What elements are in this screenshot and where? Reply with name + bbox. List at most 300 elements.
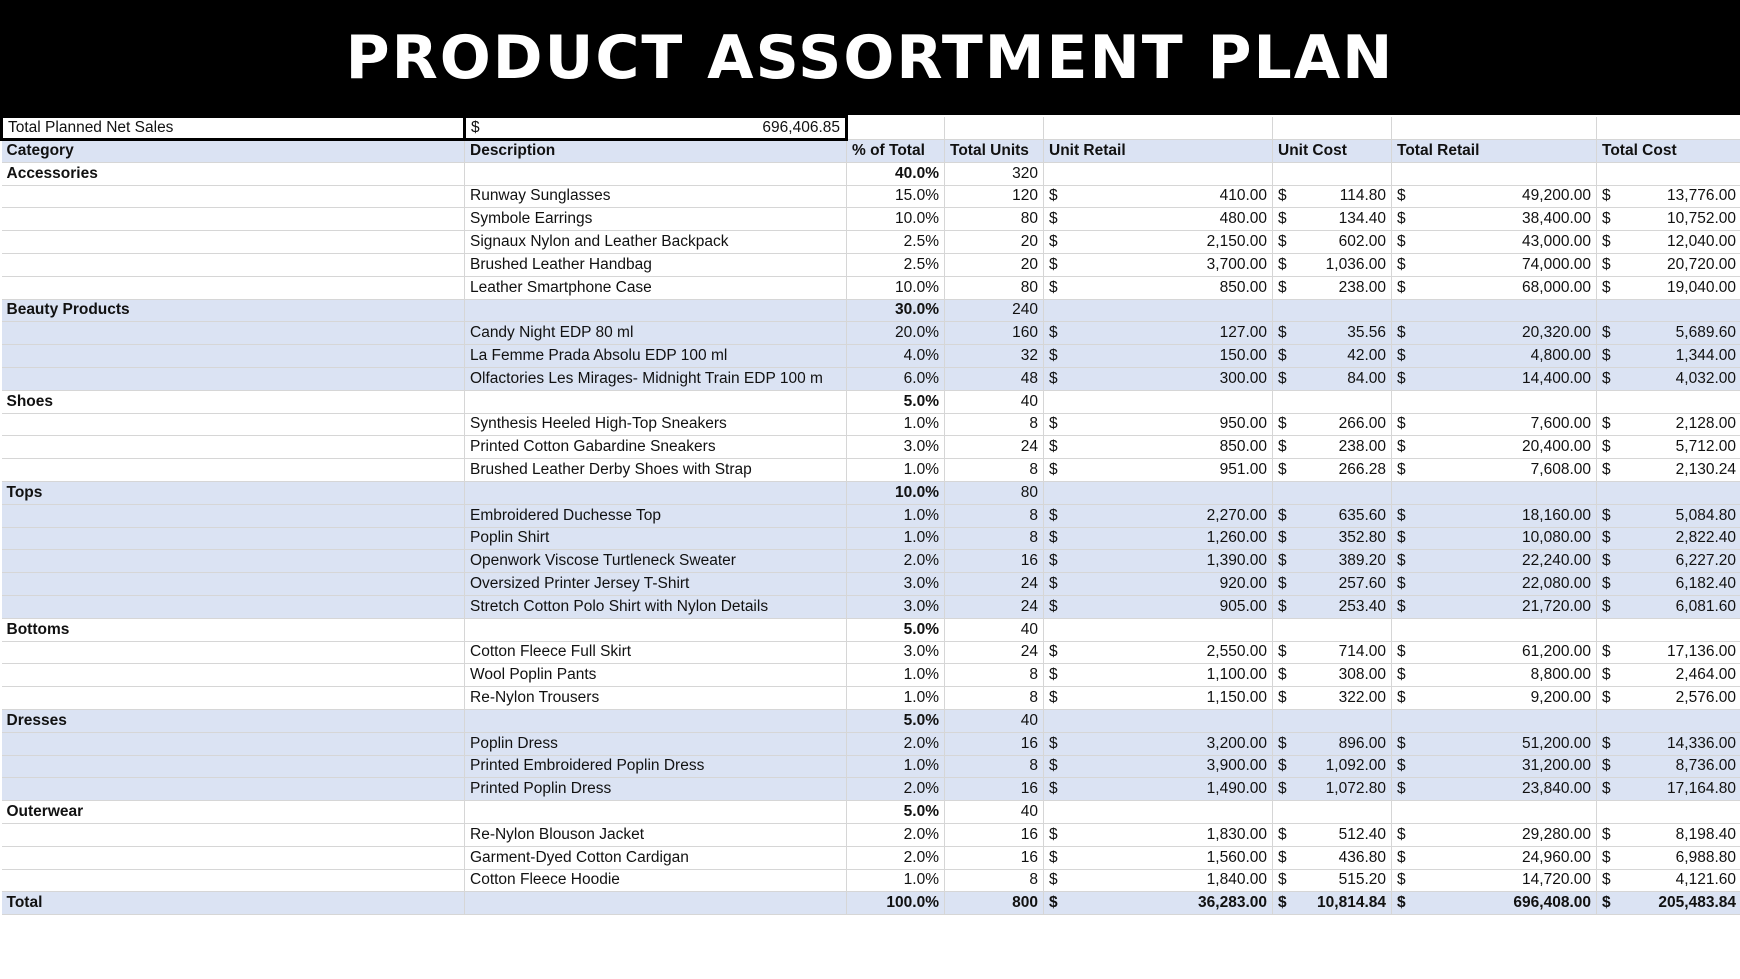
- total-retail-cell[interactable]: [1392, 595, 1597, 618]
- cell[interactable]: [1044, 481, 1273, 504]
- unit-cost-cell[interactable]: [1273, 550, 1392, 573]
- unit-retail-cell[interactable]: [1044, 823, 1273, 846]
- cell[interactable]: [1044, 801, 1273, 824]
- pct-total[interactable]: 5.0%: [847, 618, 945, 641]
- cell[interactable]: [1392, 299, 1597, 322]
- cell[interactable]: [1044, 299, 1273, 322]
- cell[interactable]: [2, 459, 465, 482]
- total-cost-cell[interactable]: [1597, 687, 1740, 710]
- cell[interactable]: [465, 709, 847, 732]
- total-retail-cell[interactable]: [1392, 345, 1597, 368]
- unit-cost-cell[interactable]: [1273, 664, 1392, 687]
- pct-total[interactable]: 30.0%: [847, 299, 945, 322]
- item-description[interactable]: Cotton Fleece Full Skirt: [465, 641, 847, 664]
- total-cost-cell[interactable]: [1597, 459, 1740, 482]
- total-units[interactable]: 16: [945, 778, 1044, 801]
- total-unit-retail-cell[interactable]: [1044, 892, 1273, 915]
- cell[interactable]: [465, 801, 847, 824]
- category-name[interactable]: Outerwear: [2, 801, 465, 824]
- pct-total[interactable]: 3.0%: [847, 641, 945, 664]
- pct-total[interactable]: 3.0%: [847, 595, 945, 618]
- total-cost-cell[interactable]: [1597, 755, 1740, 778]
- total-retail-cell[interactable]: [1392, 276, 1597, 299]
- total-retail-cell[interactable]: [1392, 846, 1597, 869]
- cell[interactable]: [2, 687, 465, 710]
- unit-retail-cell[interactable]: [1044, 778, 1273, 801]
- item-description[interactable]: Wool Poplin Pants: [465, 664, 847, 687]
- unit-cost-cell[interactable]: [1273, 413, 1392, 436]
- cell[interactable]: [847, 117, 945, 140]
- cell[interactable]: [1392, 481, 1597, 504]
- total-units[interactable]: 20: [945, 253, 1044, 276]
- item-description[interactable]: Openwork Viscose Turtleneck Sweater: [465, 550, 847, 573]
- item-description[interactable]: Poplin Dress: [465, 732, 847, 755]
- table-row: [2, 595, 1740, 618]
- cell[interactable]: [2, 641, 465, 664]
- cell[interactable]: [945, 117, 1044, 140]
- cell[interactable]: [1392, 117, 1597, 140]
- total-cost-cell[interactable]: [1597, 778, 1740, 801]
- pct-total[interactable]: 2.0%: [847, 846, 945, 869]
- item-description[interactable]: Cotton Fleece Hoodie: [465, 869, 847, 892]
- pct-total[interactable]: 15.0%: [847, 185, 945, 208]
- cell[interactable]: [465, 481, 847, 504]
- unit-cost-cell[interactable]: [1273, 732, 1392, 755]
- cell[interactable]: [1044, 390, 1273, 413]
- item-description[interactable]: Leather Smartphone Case: [465, 276, 847, 299]
- unit-cost-cell[interactable]: [1273, 345, 1392, 368]
- total-retail-cell[interactable]: [1392, 253, 1597, 276]
- unit-retail-cell[interactable]: [1044, 550, 1273, 573]
- unit-cost-cell[interactable]: [1273, 687, 1392, 710]
- item-description[interactable]: Stretch Cotton Polo Shirt with Nylon Details: [465, 595, 847, 618]
- cell[interactable]: [2, 436, 465, 459]
- unit-cost-cell[interactable]: [1273, 322, 1392, 345]
- total-cost-cell[interactable]: [1597, 504, 1740, 527]
- unit-cost-cell[interactable]: [1273, 504, 1392, 527]
- cell[interactable]: [1597, 117, 1740, 140]
- unit-cost-cell[interactable]: [1273, 823, 1392, 846]
- cell[interactable]: [2, 322, 465, 345]
- total-units[interactable]: 80: [945, 481, 1044, 504]
- cell[interactable]: [2, 573, 465, 596]
- total-cost-cell[interactable]: [1597, 573, 1740, 596]
- total-units[interactable]: 8: [945, 459, 1044, 482]
- unit-cost-cell[interactable]: [1273, 367, 1392, 390]
- cell[interactable]: [1273, 481, 1392, 504]
- total-cost-cell[interactable]: [1597, 869, 1740, 892]
- total-cost: 17,164.80: [1667, 780, 1736, 798]
- unit-retail-cell[interactable]: [1044, 185, 1273, 208]
- pct-total[interactable]: 1.0%: [847, 504, 945, 527]
- category-name[interactable]: Accessories: [2, 162, 465, 185]
- total-units[interactable]: 8: [945, 687, 1044, 710]
- pct-total[interactable]: 4.0%: [847, 345, 945, 368]
- header-pct-total[interactable]: % of Total: [847, 140, 945, 163]
- unit-retail-cell[interactable]: [1044, 276, 1273, 299]
- total-cost-cell[interactable]: [1597, 208, 1740, 231]
- total-retail-cell[interactable]: [1392, 231, 1597, 254]
- total-units[interactable]: 8: [945, 527, 1044, 550]
- total-retail: 9,200.00: [1530, 689, 1591, 707]
- total-units[interactable]: 80: [945, 276, 1044, 299]
- cell[interactable]: [1392, 618, 1597, 641]
- item-description[interactable]: Brushed Leather Derby Shoes with Strap: [465, 459, 847, 482]
- unit-retail-cell[interactable]: [1044, 595, 1273, 618]
- header-total-units[interactable]: Total Units: [945, 140, 1044, 163]
- unit-retail-cell[interactable]: [1044, 231, 1273, 254]
- pct-total[interactable]: 3.0%: [847, 436, 945, 459]
- cell[interactable]: [2, 732, 465, 755]
- total-cost-cell[interactable]: [1597, 231, 1740, 254]
- unit-cost-cell[interactable]: [1273, 231, 1392, 254]
- total-units[interactable]: 48: [945, 367, 1044, 390]
- unit-retail: 1,830.00: [1206, 825, 1267, 843]
- pct-total[interactable]: 3.0%: [847, 573, 945, 596]
- item-description[interactable]: Brushed Leather Handbag: [465, 253, 847, 276]
- total-cost-cell[interactable]: [1597, 413, 1740, 436]
- currency-symbol: $: [1397, 438, 1406, 456]
- unit-cost: 308.00: [1338, 666, 1386, 684]
- item-description[interactable]: Printed Poplin Dress: [465, 778, 847, 801]
- total-cost-cell[interactable]: [1597, 367, 1740, 390]
- pct-total[interactable]: 10.0%: [847, 276, 945, 299]
- pct-total[interactable]: 2.0%: [847, 732, 945, 755]
- total-retail-cell[interactable]: [1392, 823, 1597, 846]
- cell[interactable]: [2, 367, 465, 390]
- table-row: [2, 778, 1740, 801]
- unit-cost-cell[interactable]: [1273, 641, 1392, 664]
- total-units[interactable]: 40: [945, 801, 1044, 824]
- total-cost-sum-cell[interactable]: [1597, 892, 1740, 915]
- cell[interactable]: [1273, 117, 1392, 140]
- header-unit-cost[interactable]: Unit Cost: [1273, 140, 1392, 163]
- cell[interactable]: [465, 299, 847, 322]
- cell[interactable]: [1392, 162, 1597, 185]
- currency-symbol: $: [1278, 233, 1287, 251]
- total-units[interactable]: 80: [945, 208, 1044, 231]
- total-units-sum[interactable]: 800: [945, 892, 1044, 915]
- category-name[interactable]: Dresses: [2, 709, 465, 732]
- cell[interactable]: [2, 185, 465, 208]
- pct-total[interactable]: 10.0%: [847, 208, 945, 231]
- item-description[interactable]: Garment-Dyed Cotton Cardigan: [465, 846, 847, 869]
- total-cost-cell[interactable]: [1597, 664, 1740, 687]
- pct-total[interactable]: 10.0%: [847, 481, 945, 504]
- unit-retail-cell[interactable]: [1044, 641, 1273, 664]
- item-description[interactable]: Printed Cotton Gabardine Sneakers: [465, 436, 847, 459]
- unit-retail-cell[interactable]: [1044, 436, 1273, 459]
- cell[interactable]: [2, 664, 465, 687]
- item-description[interactable]: Oversized Printer Jersey T-Shirt: [465, 573, 847, 596]
- total-units[interactable]: 40: [945, 618, 1044, 641]
- cell[interactable]: [2, 208, 465, 231]
- unit-cost-cell[interactable]: [1273, 253, 1392, 276]
- pct-total[interactable]: 1.0%: [847, 755, 945, 778]
- header-total-retail[interactable]: Total Retail: [1392, 140, 1597, 163]
- total-cost-cell[interactable]: [1597, 732, 1740, 755]
- item-description[interactable]: Printed Embroidered Poplin Dress: [465, 755, 847, 778]
- total-retail-cell[interactable]: [1392, 527, 1597, 550]
- total-retail-cell[interactable]: [1392, 459, 1597, 482]
- unit-cost-cell[interactable]: [1273, 527, 1392, 550]
- item-description[interactable]: Synthesis Heeled High-Top Sneakers: [465, 413, 847, 436]
- total-units[interactable]: 32: [945, 345, 1044, 368]
- cell[interactable]: [2, 253, 465, 276]
- total-units[interactable]: 8: [945, 504, 1044, 527]
- total-units[interactable]: 16: [945, 846, 1044, 869]
- total-cost-cell[interactable]: [1597, 185, 1740, 208]
- total-units[interactable]: 160: [945, 322, 1044, 345]
- cell[interactable]: [2, 504, 465, 527]
- item-description[interactable]: Poplin Shirt: [465, 527, 847, 550]
- total-cost-cell[interactable]: [1597, 276, 1740, 299]
- pct-total[interactable]: 2.0%: [847, 823, 945, 846]
- unit-retail-cell[interactable]: [1044, 755, 1273, 778]
- cell[interactable]: [1273, 709, 1392, 732]
- cell[interactable]: [2, 413, 465, 436]
- cell[interactable]: [2, 823, 465, 846]
- pct-total[interactable]: 1.0%: [847, 664, 945, 687]
- cell[interactable]: [2, 345, 465, 368]
- unit-retail-cell[interactable]: [1044, 459, 1273, 482]
- category-row: [2, 618, 1740, 641]
- cell[interactable]: [1273, 390, 1392, 413]
- cell[interactable]: [1392, 801, 1597, 824]
- item-description[interactable]: Candy Night EDP 80 ml: [465, 322, 847, 345]
- total-retail-cell[interactable]: [1392, 755, 1597, 778]
- pct-total[interactable]: 1.0%: [847, 459, 945, 482]
- pct-total[interactable]: 1.0%: [847, 527, 945, 550]
- unit-retail-cell[interactable]: [1044, 573, 1273, 596]
- total-units[interactable]: 40: [945, 390, 1044, 413]
- pct-total[interactable]: 2.0%: [847, 778, 945, 801]
- pct-total[interactable]: 6.0%: [847, 367, 945, 390]
- total-units[interactable]: 24: [945, 436, 1044, 459]
- cell[interactable]: [1044, 618, 1273, 641]
- total-retail-cell[interactable]: [1392, 208, 1597, 231]
- item-description[interactable]: Signaux Nylon and Leather Backpack: [465, 231, 847, 254]
- cell[interactable]: [2, 869, 465, 892]
- header-category[interactable]: Category: [2, 140, 465, 163]
- total-units[interactable]: 8: [945, 664, 1044, 687]
- currency-symbol: $: [1049, 871, 1058, 889]
- cell[interactable]: [465, 162, 847, 185]
- total-units[interactable]: 16: [945, 550, 1044, 573]
- unit-retail-cell[interactable]: [1044, 664, 1273, 687]
- cell[interactable]: [1597, 801, 1740, 824]
- cell[interactable]: [1392, 390, 1597, 413]
- total-retail-cell[interactable]: [1392, 869, 1597, 892]
- total-retail-cell[interactable]: [1392, 641, 1597, 664]
- cell[interactable]: [1392, 709, 1597, 732]
- unit-retail-cell[interactable]: [1044, 869, 1273, 892]
- currency-symbol: $: [1278, 506, 1287, 524]
- header-total-cost[interactable]: Total Cost: [1597, 140, 1740, 163]
- unit-retail-cell[interactable]: [1044, 413, 1273, 436]
- unit-retail-cell[interactable]: [1044, 367, 1273, 390]
- cell[interactable]: [1273, 801, 1392, 824]
- unit-cost-cell[interactable]: [1273, 459, 1392, 482]
- unit-retail-cell[interactable]: [1044, 732, 1273, 755]
- unit-retail-cell[interactable]: [1044, 504, 1273, 527]
- total-retail-cell[interactable]: [1392, 322, 1597, 345]
- total-units[interactable]: 8: [945, 755, 1044, 778]
- unit-cost-cell[interactable]: [1273, 595, 1392, 618]
- pct-total[interactable]: 5.0%: [847, 801, 945, 824]
- total-units[interactable]: 16: [945, 732, 1044, 755]
- total-label[interactable]: Total: [2, 892, 465, 915]
- currency-symbol: $: [1602, 848, 1611, 866]
- total-retail-cell[interactable]: [1392, 185, 1597, 208]
- unit-retail: 1,840.00: [1206, 871, 1267, 889]
- item-description[interactable]: Runway Sunglasses: [465, 185, 847, 208]
- item-description[interactable]: La Femme Prada Absolu EDP 100 ml: [465, 345, 847, 368]
- total-units[interactable]: 24: [945, 641, 1044, 664]
- header-description[interactable]: Description: [465, 140, 847, 163]
- total-cost-cell[interactable]: [1597, 253, 1740, 276]
- total-units[interactable]: 24: [945, 573, 1044, 596]
- category-name[interactable]: Tops: [2, 481, 465, 504]
- cell[interactable]: [1044, 162, 1273, 185]
- cell[interactable]: [2, 846, 465, 869]
- unit-retail-cell[interactable]: [1044, 322, 1273, 345]
- total-unit-cost-cell[interactable]: [1273, 892, 1392, 915]
- cell[interactable]: [1044, 709, 1273, 732]
- total-cost-cell[interactable]: [1597, 527, 1740, 550]
- unit-retail-cell[interactable]: [1044, 687, 1273, 710]
- total-retail-cell[interactable]: [1392, 413, 1597, 436]
- total-retail-cell[interactable]: [1392, 778, 1597, 801]
- unit-retail-cell[interactable]: [1044, 345, 1273, 368]
- currency-symbol: $: [1602, 529, 1611, 547]
- total-retail-cell[interactable]: [1392, 436, 1597, 459]
- total-retail-cell[interactable]: [1392, 687, 1597, 710]
- total-cost-cell[interactable]: [1597, 322, 1740, 345]
- pct-total[interactable]: 1.0%: [847, 687, 945, 710]
- total-retail: 20,320.00: [1522, 324, 1591, 342]
- summary-label[interactable]: Total Planned Net Sales: [2, 117, 465, 140]
- pct-total[interactable]: 20.0%: [847, 322, 945, 345]
- item-description[interactable]: Re-Nylon Blouson Jacket: [465, 823, 847, 846]
- item-description[interactable]: Embroidered Duchesse Top: [465, 504, 847, 527]
- pct-total[interactable]: 5.0%: [847, 390, 945, 413]
- pct-total[interactable]: 5.0%: [847, 709, 945, 732]
- cell[interactable]: [1273, 618, 1392, 641]
- cell[interactable]: [2, 778, 465, 801]
- pct-total[interactable]: 2.0%: [847, 550, 945, 573]
- cell[interactable]: [2, 231, 465, 254]
- pct-total[interactable]: 1.0%: [847, 869, 945, 892]
- unit-cost-cell[interactable]: [1273, 185, 1392, 208]
- unit-cost-cell[interactable]: [1273, 869, 1392, 892]
- total-cost-cell[interactable]: [1597, 550, 1740, 573]
- cell[interactable]: [1044, 117, 1273, 140]
- unit-retail-cell[interactable]: [1044, 208, 1273, 231]
- total-cost-cell[interactable]: [1597, 641, 1740, 664]
- unit-cost-cell[interactable]: [1273, 778, 1392, 801]
- unit-retail-cell[interactable]: [1044, 846, 1273, 869]
- total-units[interactable]: 20: [945, 231, 1044, 254]
- cell[interactable]: [465, 892, 847, 915]
- unit-cost-cell[interactable]: [1273, 436, 1392, 459]
- total-units[interactable]: 320: [945, 162, 1044, 185]
- total-retail-cell[interactable]: [1392, 573, 1597, 596]
- total-cost-cell[interactable]: [1597, 823, 1740, 846]
- total-units[interactable]: 120: [945, 185, 1044, 208]
- category-name[interactable]: Beauty Products: [2, 299, 465, 322]
- cell[interactable]: [2, 550, 465, 573]
- cell[interactable]: [1273, 299, 1392, 322]
- total-retail-cell[interactable]: [1392, 504, 1597, 527]
- cell[interactable]: [2, 755, 465, 778]
- cell[interactable]: [1597, 709, 1740, 732]
- header-unit-retail[interactable]: Unit Retail: [1044, 140, 1273, 163]
- total-retail: 14,720.00: [1522, 871, 1591, 889]
- unit-retail-cell[interactable]: [1044, 527, 1273, 550]
- cell[interactable]: [1597, 390, 1740, 413]
- total-retail-cell[interactable]: [1392, 550, 1597, 573]
- total-retail-cell[interactable]: [1392, 732, 1597, 755]
- category-row: [2, 162, 1740, 185]
- cell[interactable]: [1273, 162, 1392, 185]
- unit-retail: 410.00: [1219, 187, 1267, 205]
- total-units[interactable]: 240: [945, 299, 1044, 322]
- unit-cost-cell[interactable]: [1273, 846, 1392, 869]
- category-name[interactable]: Shoes: [2, 390, 465, 413]
- cell[interactable]: [2, 595, 465, 618]
- cell[interactable]: [2, 276, 465, 299]
- pct-total[interactable]: 2.5%: [847, 231, 945, 254]
- cell[interactable]: [465, 390, 847, 413]
- total-retail-cell[interactable]: [1392, 664, 1597, 687]
- cell[interactable]: [2, 527, 465, 550]
- table-row: [2, 276, 1740, 299]
- total-units[interactable]: 8: [945, 869, 1044, 892]
- item-description[interactable]: Re-Nylon Trousers: [465, 687, 847, 710]
- total-cost-cell[interactable]: [1597, 595, 1740, 618]
- unit-cost-cell[interactable]: [1273, 208, 1392, 231]
- cell[interactable]: [465, 618, 847, 641]
- item-description[interactable]: Symbole Earrings: [465, 208, 847, 231]
- unit-retail-cell[interactable]: [1044, 253, 1273, 276]
- total-units[interactable]: 8: [945, 413, 1044, 436]
- pct-total[interactable]: 2.5%: [847, 253, 945, 276]
- total-units[interactable]: 40: [945, 709, 1044, 732]
- category-name[interactable]: Bottoms: [2, 618, 465, 641]
- total-units[interactable]: 16: [945, 823, 1044, 846]
- unit-cost-cell[interactable]: [1273, 573, 1392, 596]
- total-cost-cell[interactable]: [1597, 846, 1740, 869]
- unit-cost-cell[interactable]: [1273, 755, 1392, 778]
- total-cost-cell[interactable]: [1597, 345, 1740, 368]
- total-cost-cell[interactable]: [1597, 436, 1740, 459]
- pct-total[interactable]: 1.0%: [847, 413, 945, 436]
- cell[interactable]: [1597, 162, 1740, 185]
- total-pct[interactable]: 100.0%: [847, 892, 945, 915]
- total-retail-cell[interactable]: [1392, 367, 1597, 390]
- total-retail-sum-cell[interactable]: [1392, 892, 1597, 915]
- total-retail: 20,400.00: [1522, 438, 1591, 456]
- cell[interactable]: [1597, 299, 1740, 322]
- total-units[interactable]: 24: [945, 595, 1044, 618]
- cell[interactable]: [1597, 481, 1740, 504]
- pct-total[interactable]: 40.0%: [847, 162, 945, 185]
- unit-cost-cell[interactable]: [1273, 276, 1392, 299]
- item-description[interactable]: Olfactories Les Mirages- Midnight Train EDP 100 m: [465, 367, 847, 390]
- cell[interactable]: [1597, 618, 1740, 641]
- summary-value-cell[interactable]: [465, 117, 847, 140]
